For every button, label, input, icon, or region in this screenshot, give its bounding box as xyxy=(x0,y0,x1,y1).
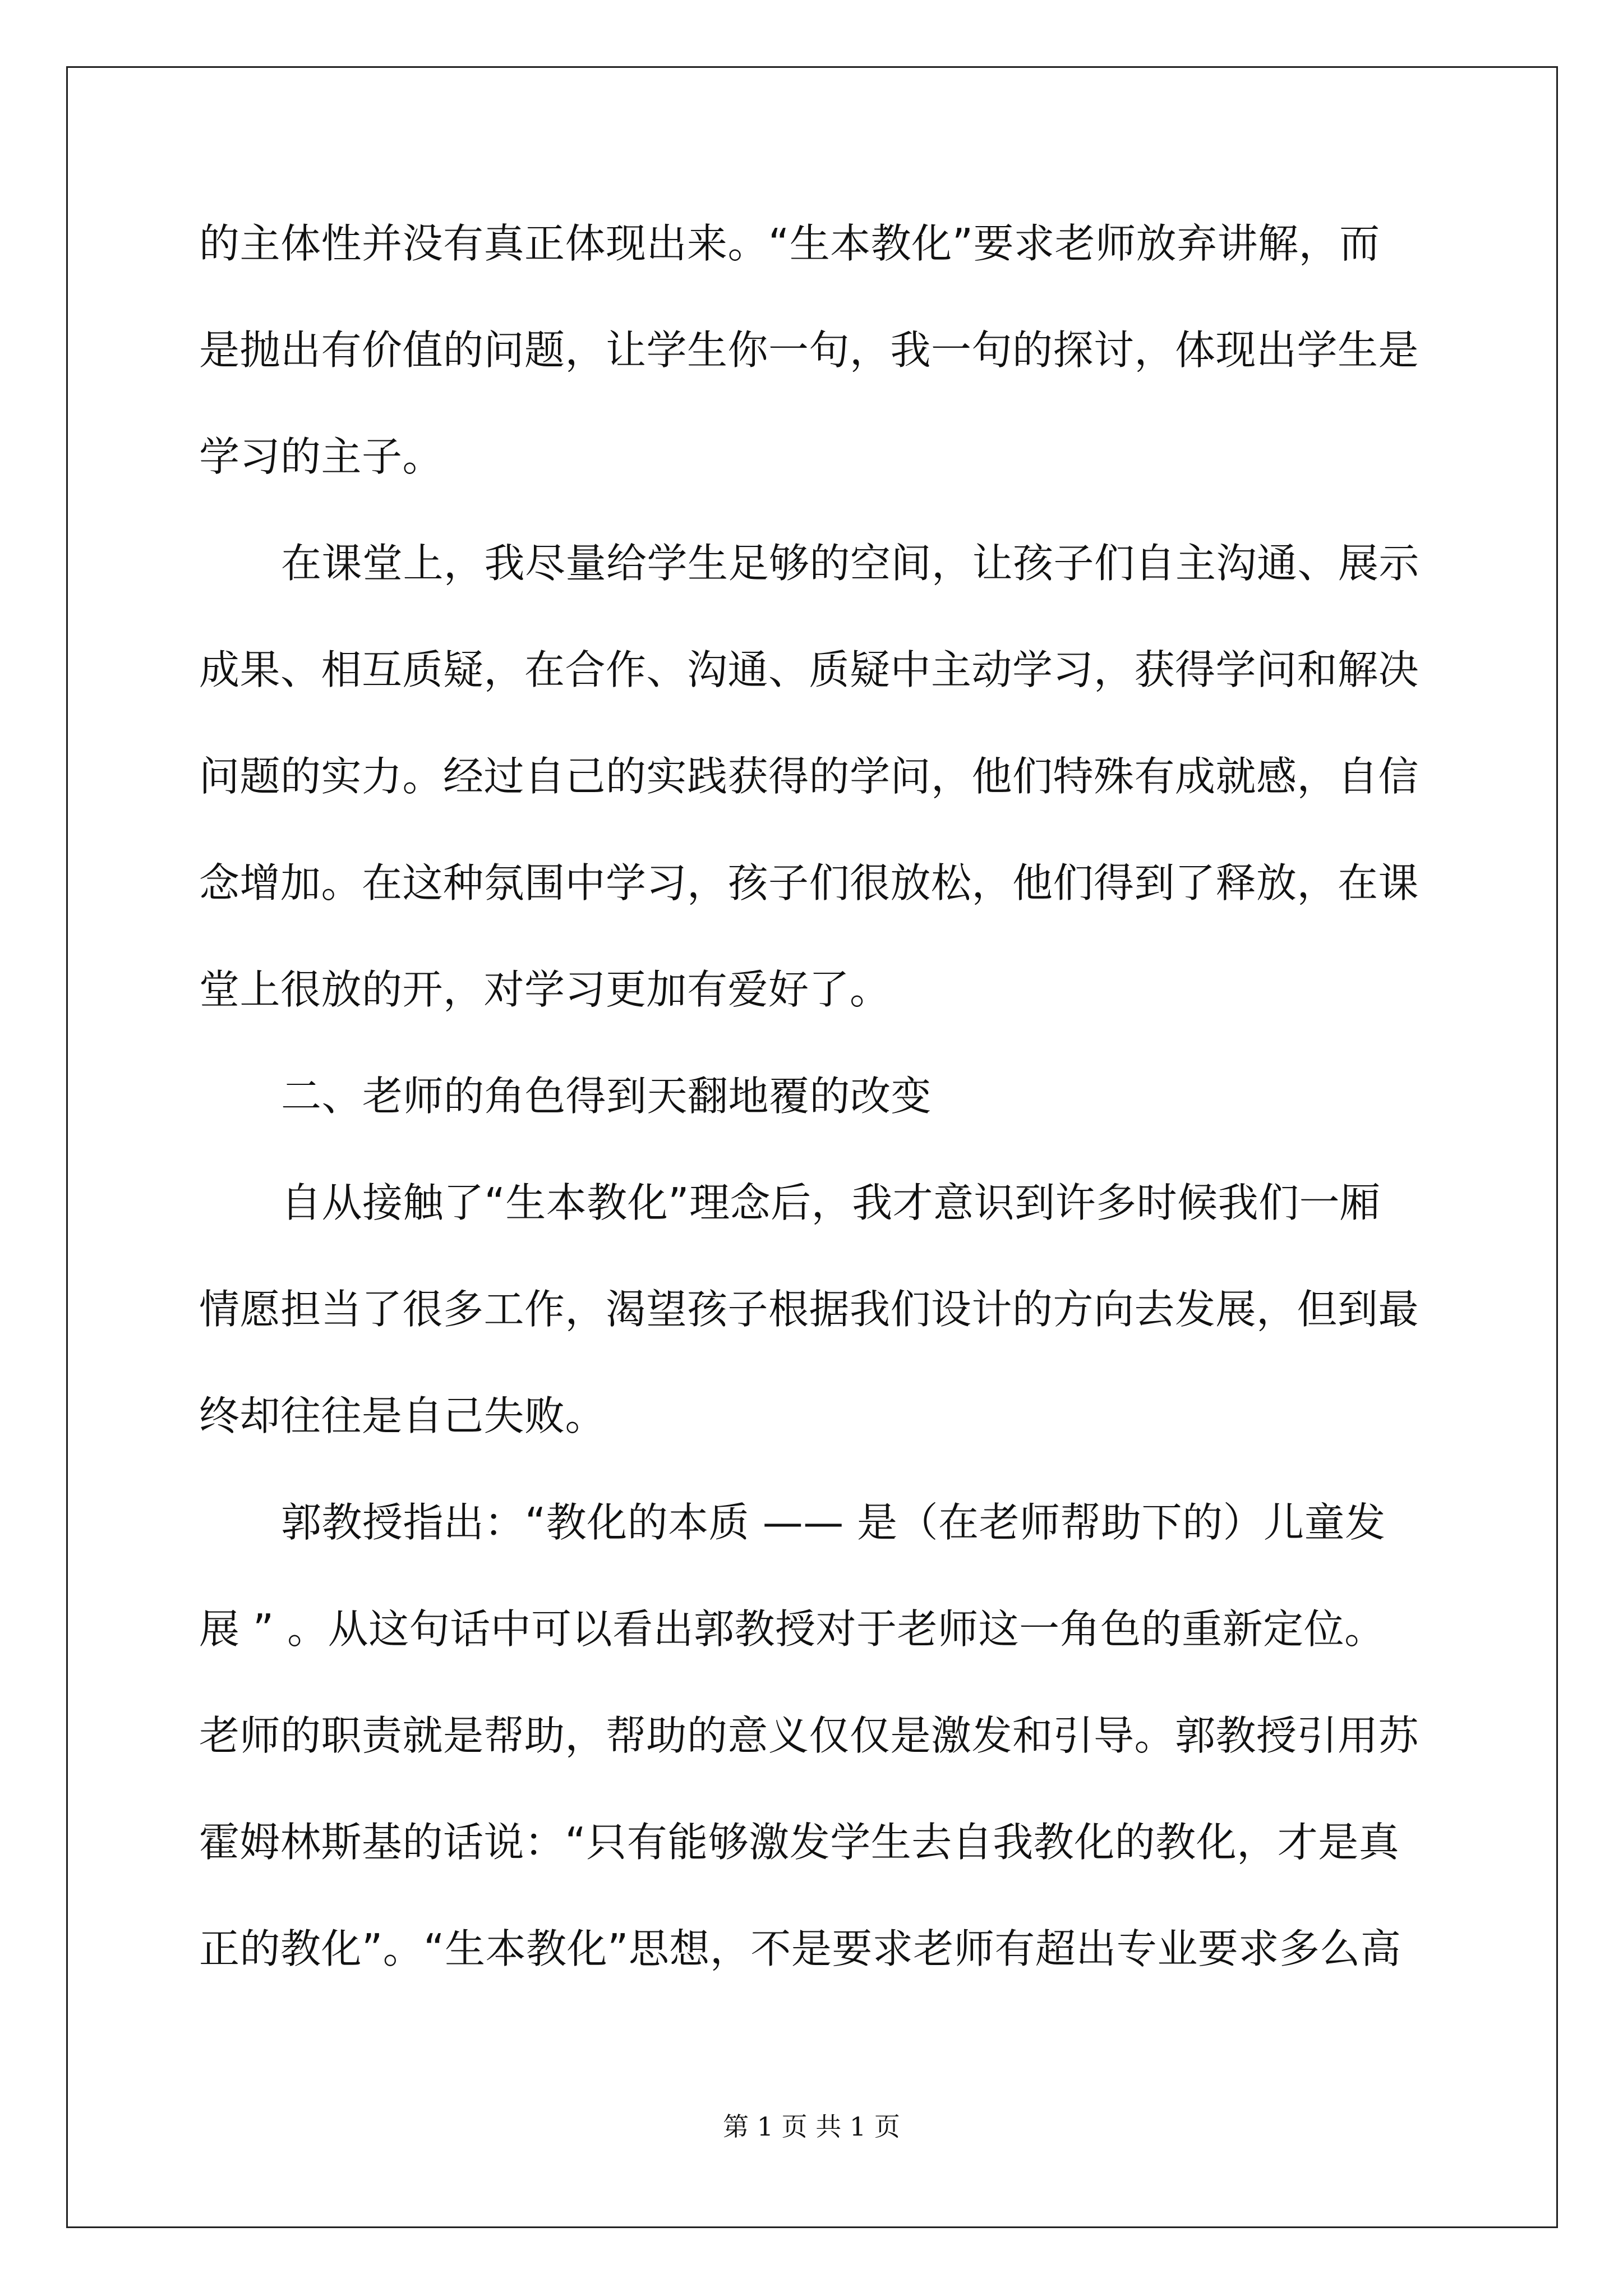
text-line: 正的教化”。“生本教化”思想，不是要求老师有超出专业要求多么高 xyxy=(199,1925,1401,1972)
text-line: 霍姆林斯基的话说：“只有能够激发学生去自我教化的教化，才是真 xyxy=(199,1819,1400,1866)
text-line: 展 ” 。从这句话中可以看出郭教授对于老师这一角色的重新定位。 xyxy=(199,1605,1385,1653)
text-line: 老师的职责就是帮助，帮助的意义仅仅是激发和引导。郭教授引用苏 xyxy=(199,1712,1419,1759)
text-line: 念增加。在这种氛围中学习，孩子们很放松，他们得到了释放，在课 xyxy=(199,859,1419,907)
text-line: 堂上很放的开，对学习更加有爱好了。 xyxy=(199,966,891,1013)
text-line: 情愿担当了很多工作，渴望孩子根据我们设计的方向去发展，但到最 xyxy=(199,1286,1419,1333)
text-line: 的主体性并没有真正体现出来。“生本教化”要求老师放弃讲解，而 xyxy=(199,220,1380,267)
page-number-footer: 第 1 页 共 1 页 xyxy=(723,2111,900,2142)
text-line: 终却往往是自己失败。 xyxy=(199,1392,606,1439)
document-body xyxy=(199,215,1427,2027)
text-line: 成果、相互质疑，在合作、沟通、质疑中主动学习，获得学问和解决 xyxy=(199,646,1419,693)
paragraph-start: 在课堂上，我尽量给学生足够的空间，让孩子们自主沟通、展示 xyxy=(281,540,1420,587)
text-line: 问题的实力。经过自己的实践获得的学问，他们特殊有成就感，自信 xyxy=(199,753,1419,800)
section-heading: 二、老师的角色得到天翻地覆的改变 xyxy=(281,1073,932,1120)
paragraph-start: 自从接触了“生本教化”理念后，我才意识到许多时候我们一厢 xyxy=(281,1179,1381,1226)
text-line: 学习的主子。 xyxy=(199,433,444,480)
paragraph-start: 郭教授指出：“教化的本质 —— 是（在老师帮助下的）儿童发 xyxy=(281,1499,1386,1546)
text-line: 是抛出有价值的问题，让学生你一句，我一句的探讨，体现出学生是 xyxy=(199,326,1419,374)
